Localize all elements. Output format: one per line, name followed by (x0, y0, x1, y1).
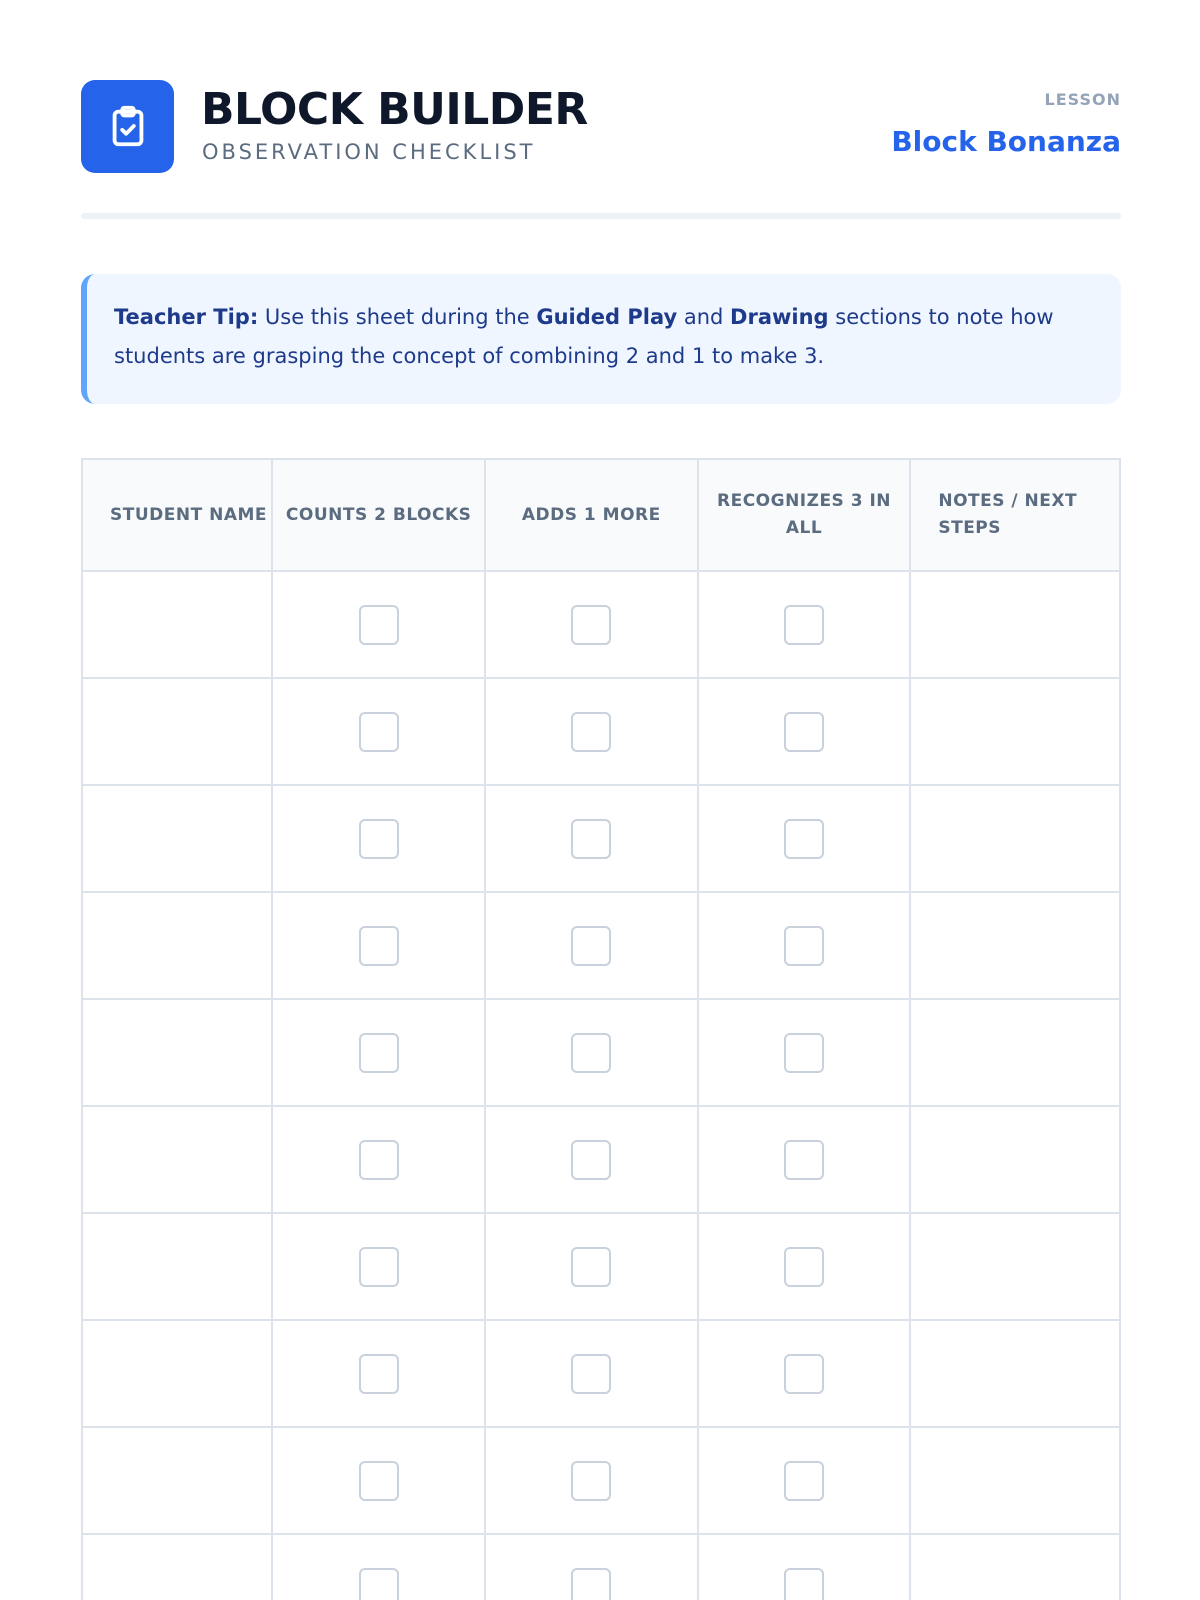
table-row (82, 1534, 1120, 1600)
checkbox-cell (698, 892, 911, 999)
column-header-recognizes-3: RECOGNIZES 3 IN ALL (698, 459, 911, 571)
checkbox-cell (272, 1106, 485, 1213)
checkbox-cell (698, 1534, 911, 1600)
student-name-cell[interactable] (82, 892, 272, 999)
counts-2-blocks-checkbox[interactable] (359, 819, 399, 859)
column-header-notes: NOTES / NEXT STEPS (910, 459, 1120, 571)
page-title: BLOCK BUILDER (201, 84, 588, 135)
checkbox-cell (272, 1534, 485, 1600)
counts-2-blocks-checkbox[interactable] (359, 1247, 399, 1287)
checkbox-cell (272, 1213, 485, 1320)
table-row (82, 571, 1120, 678)
adds-1-more-checkbox[interactable] (571, 1354, 611, 1394)
notes-cell[interactable] (910, 999, 1120, 1106)
student-name-cell[interactable] (82, 1427, 272, 1534)
table-row (82, 1320, 1120, 1427)
header-divider (81, 213, 1121, 219)
counts-2-blocks-checkbox[interactable] (359, 1140, 399, 1180)
student-name-cell[interactable] (82, 1534, 272, 1600)
checkbox-cell (698, 999, 911, 1106)
table-header-row (82, 459, 1120, 571)
recognizes-3-checkbox[interactable] (784, 712, 824, 752)
counts-2-blocks-checkbox[interactable] (359, 1354, 399, 1394)
student-name-cell[interactable] (82, 678, 272, 785)
notes-cell[interactable] (910, 1320, 1120, 1427)
column-header-adds-1-more: ADDS 1 MORE (485, 459, 698, 571)
checkbox-cell (698, 571, 911, 678)
notes-cell[interactable] (910, 678, 1120, 785)
checkbox-cell (272, 571, 485, 678)
notes-cell[interactable] (910, 1427, 1120, 1534)
checkbox-cell (698, 1213, 911, 1320)
lesson-name: Block Bonanza (891, 125, 1121, 158)
checkbox-cell (272, 678, 485, 785)
adds-1-more-checkbox[interactable] (571, 926, 611, 966)
counts-2-blocks-checkbox[interactable] (359, 1461, 399, 1501)
counts-2-blocks-checkbox[interactable] (359, 605, 399, 645)
student-name-cell[interactable] (82, 1213, 272, 1320)
table-row (82, 1427, 1120, 1534)
tip-guided-play: Guided Play (536, 305, 678, 329)
tip-text: Use this sheet during the (258, 305, 537, 329)
checkbox-cell (485, 1213, 698, 1320)
checkbox-cell (272, 785, 485, 892)
checkbox-cell (272, 999, 485, 1106)
checkbox-cell (272, 1320, 485, 1427)
checkbox-cell (485, 1534, 698, 1600)
student-name-cell[interactable] (82, 571, 272, 678)
checkbox-cell (485, 1427, 698, 1534)
checkbox-cell (272, 892, 485, 999)
notes-cell[interactable] (910, 1534, 1120, 1600)
recognizes-3-checkbox[interactable] (784, 605, 824, 645)
tip-text: and (677, 305, 731, 329)
adds-1-more-checkbox[interactable] (571, 819, 611, 859)
teacher-tip-box (81, 274, 1121, 404)
tip-text: sections to note how students are grasping the concept of combining 2 and 1 to make 3. (114, 305, 1054, 368)
checkbox-cell (485, 892, 698, 999)
counts-2-blocks-checkbox[interactable] (359, 712, 399, 752)
table-row (82, 892, 1120, 999)
checkbox-cell (485, 571, 698, 678)
lesson-label: LESSON (1044, 90, 1121, 109)
clipboard-check-icon (81, 80, 174, 173)
counts-2-blocks-checkbox[interactable] (359, 926, 399, 966)
adds-1-more-checkbox[interactable] (571, 1140, 611, 1180)
recognizes-3-checkbox[interactable] (784, 926, 824, 966)
adds-1-more-checkbox[interactable] (571, 1247, 611, 1287)
student-name-cell[interactable] (82, 1106, 272, 1213)
checkbox-cell (485, 785, 698, 892)
recognizes-3-checkbox[interactable] (784, 1247, 824, 1287)
observation-table (81, 458, 1121, 1600)
checkbox-cell (698, 1106, 911, 1213)
checkbox-cell (485, 1320, 698, 1427)
checkbox-cell (698, 785, 911, 892)
recognizes-3-checkbox[interactable] (784, 1033, 824, 1073)
adds-1-more-checkbox[interactable] (571, 712, 611, 752)
notes-cell[interactable] (910, 571, 1120, 678)
checkbox-cell (698, 1427, 911, 1534)
table-row (82, 678, 1120, 785)
table-row (82, 785, 1120, 892)
counts-2-blocks-checkbox[interactable] (359, 1033, 399, 1073)
recognizes-3-checkbox[interactable] (784, 1354, 824, 1394)
recognizes-3-checkbox[interactable] (784, 1140, 824, 1180)
adds-1-more-checkbox[interactable] (571, 1568, 611, 1600)
table-row (82, 999, 1120, 1106)
checkbox-cell (485, 999, 698, 1106)
checkbox-cell (698, 1320, 911, 1427)
recognizes-3-checkbox[interactable] (784, 1568, 824, 1600)
student-name-cell[interactable] (82, 999, 272, 1106)
table-row (82, 1106, 1120, 1213)
checkbox-cell (485, 1106, 698, 1213)
column-header-student-name: STUDENT NAME (82, 459, 272, 571)
notes-cell[interactable] (910, 1106, 1120, 1213)
notes-cell[interactable] (910, 892, 1120, 999)
table-body (82, 571, 1120, 1600)
recognizes-3-checkbox[interactable] (784, 819, 824, 859)
adds-1-more-checkbox[interactable] (571, 1033, 611, 1073)
notes-cell[interactable] (910, 1213, 1120, 1320)
tip-drawing: Drawing (730, 305, 829, 329)
adds-1-more-checkbox[interactable] (571, 605, 611, 645)
student-name-cell[interactable] (82, 1320, 272, 1427)
student-name-cell[interactable] (82, 785, 272, 892)
checkbox-cell (698, 678, 911, 785)
column-header-counts-2-blocks: COUNTS 2 BLOCKS (272, 459, 485, 571)
page-subtitle: OBSERVATION CHECKLIST (202, 140, 536, 164)
table-row (82, 1213, 1120, 1320)
recognizes-3-checkbox[interactable] (784, 1461, 824, 1501)
counts-2-blocks-checkbox[interactable] (359, 1568, 399, 1600)
tip-label: Teacher Tip: (114, 305, 259, 329)
checkbox-cell (485, 678, 698, 785)
checkbox-cell (272, 1427, 485, 1534)
adds-1-more-checkbox[interactable] (571, 1461, 611, 1501)
notes-cell[interactable] (910, 785, 1120, 892)
page-header (81, 80, 1121, 174)
